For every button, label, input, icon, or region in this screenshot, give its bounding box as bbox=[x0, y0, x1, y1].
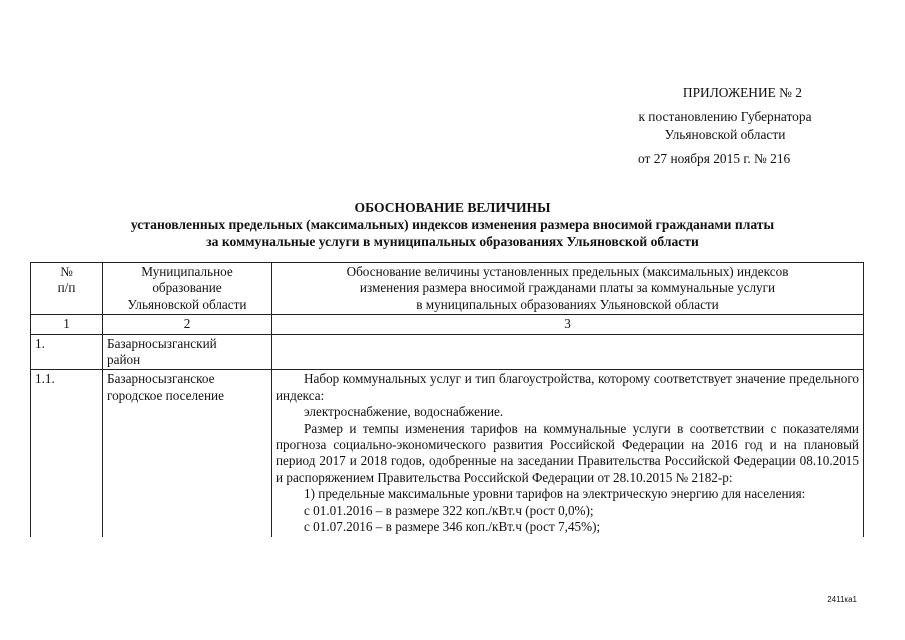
document-subtitle-line-2: за коммунальные услуги в муниципальных образованиях Ульяновской области bbox=[206, 234, 699, 249]
page-stamp: 2411ка1 bbox=[827, 595, 857, 604]
table-row bbox=[31, 370, 864, 537]
resolution-date: от 27 ноября 2015 г. № 216 bbox=[638, 151, 791, 166]
paragraph: электроснабжение, водоснабжение. bbox=[304, 404, 504, 420]
resolution-line-2: Ульяновской области bbox=[664, 127, 786, 142]
tariff-line: с 01.07.2016 – в размере 346 коп./кВт.ч (рост 7,45%); bbox=[304, 519, 601, 535]
appendix-title: ПРИЛОЖЕНИЕ № 2 bbox=[682, 85, 802, 100]
justification-table bbox=[30, 262, 864, 537]
document-subtitle-line-1: установленных предельных (максимальных) индексов изменения размера вносимой гражданами платы bbox=[130, 217, 775, 232]
paragraph: 1) предельные максимальные уровни тарифов на электрическую энергию для населения: bbox=[304, 486, 806, 502]
column-numbers-row bbox=[31, 315, 864, 334]
tariff-line: с 01.01.2016 – в размере 322 коп./кВт.ч (рост 0,0%); bbox=[304, 502, 594, 518]
header-justification: Обоснование величины установленных предельных (максимальных) индексов изменения размера вносимой гражданами платы за коммунальные услуги в муниципальных образованиях Ульяновской области bbox=[272, 263, 864, 315]
column-number: 2 bbox=[103, 315, 272, 334]
municipality-name: Базарносызганское городское поселение bbox=[103, 370, 272, 537]
column-number: 3 bbox=[272, 315, 864, 334]
municipality-name: Базарносызганский район bbox=[103, 334, 272, 370]
table-row bbox=[31, 334, 864, 370]
table-header-row bbox=[31, 263, 864, 315]
justification-cell bbox=[272, 334, 864, 370]
row-number: 1. bbox=[31, 334, 103, 370]
header-number: № п/п bbox=[31, 263, 103, 315]
paragraph: Набор коммунальных услуг и тип благоустройства, которому соответствует значение предельного индекса: bbox=[276, 371, 859, 403]
justification-cell bbox=[272, 370, 864, 537]
appendix-label bbox=[683, 84, 802, 102]
row-number: 1.1. bbox=[31, 370, 103, 537]
resolution-reference bbox=[620, 108, 830, 144]
header-municipality: Муниципальное образование Ульяновской области bbox=[103, 263, 272, 315]
resolution-line-1: к постановлению Губернатора bbox=[638, 109, 812, 124]
paragraph: Размер и темпы изменения тарифов на коммунальные услуги в соответствии с показателями прогноза социально-экономического развития Российской Федерации на 2016 год и на плановый период 2017 и 2018 годов, одобренные на заседании Правительства Российской Федерации 08.10.2015 и распоряжением Правительства Российской Федерации от 28.10.2015 № 2182-р: bbox=[276, 420, 859, 485]
document-title: ОБОСНОВАНИЕ ВЕЛИЧИНЫ bbox=[354, 200, 551, 215]
column-number: 1 bbox=[31, 315, 103, 334]
